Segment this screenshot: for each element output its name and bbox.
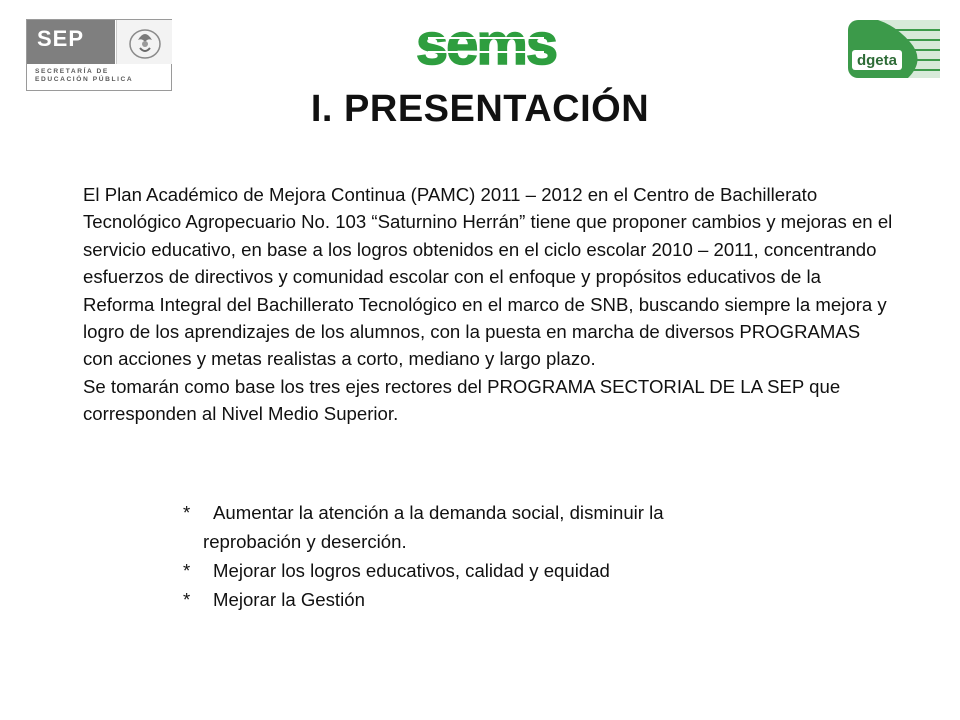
dgeta-logo (848, 20, 940, 78)
sep-logo (26, 19, 172, 91)
sep-logo-text: SEP (37, 26, 85, 51)
sems-logo (415, 12, 557, 77)
list-item (183, 556, 803, 585)
bullet-marker: * (183, 560, 191, 581)
presentation-body (83, 181, 893, 428)
paragraph-axes: Se tomarán como base los tres ejes rectores del PROGRAMA SECTORIAL DE LA SEP que corresponden al Nivel Medio Superior. (83, 375, 841, 425)
list-item-continuation (183, 527, 803, 556)
sems-logo-text: sems (415, 12, 557, 77)
sep-caption-line1: SECRETARÍA DE (35, 68, 109, 75)
list-item-text: reprobación y deserción. (203, 531, 407, 552)
mexican-seal-icon (126, 22, 164, 62)
sep-logo-block (27, 20, 115, 64)
paragraph-intro: El Plan Académico de Mejora Continua (PAMC) 2011 – 2012 en el Centro de Bachillerato Tecnológico Agropecuario No. 103 “Saturnino Herrán” tiene que proponer cambios y mejoras en el servicio educativo, en base a los logros obtenidos en el ciclo escolar 2010 – 2011, concentrando esfuerzos de directivos y comunidad escolar con el enfoque y propósitos educativos de la Reforma Integral del Bachillerato Tecnológico en el marco de SNB, buscando siempre la mejora y logro de los aprendizajes de los alumnos, con la puesta en marcha de diversos PROGRAMAS con acciones y metas realistas a corto, mediano y largo plazo. (83, 184, 893, 370)
list-item-text: Mejorar la Gestión (213, 589, 365, 610)
sep-caption-line2: EDUCACIÓN PÚBLICA (35, 76, 134, 83)
list-item-text: Mejorar los logros educativos, calidad y equidad (213, 560, 610, 581)
list-item-text: Aumentar la atención a la demanda social, disminuir la (213, 502, 664, 523)
axes-list (183, 498, 803, 614)
page-title: I. PRESENTACIÓN (310, 88, 650, 130)
list-item (183, 498, 803, 527)
sep-logo-caption (35, 68, 133, 84)
dgeta-logo-text: dgeta (856, 52, 898, 69)
sep-seal-block (116, 20, 172, 64)
bullet-marker: * (183, 589, 191, 610)
list-item (183, 585, 803, 614)
bullet-marker: * (183, 502, 191, 523)
